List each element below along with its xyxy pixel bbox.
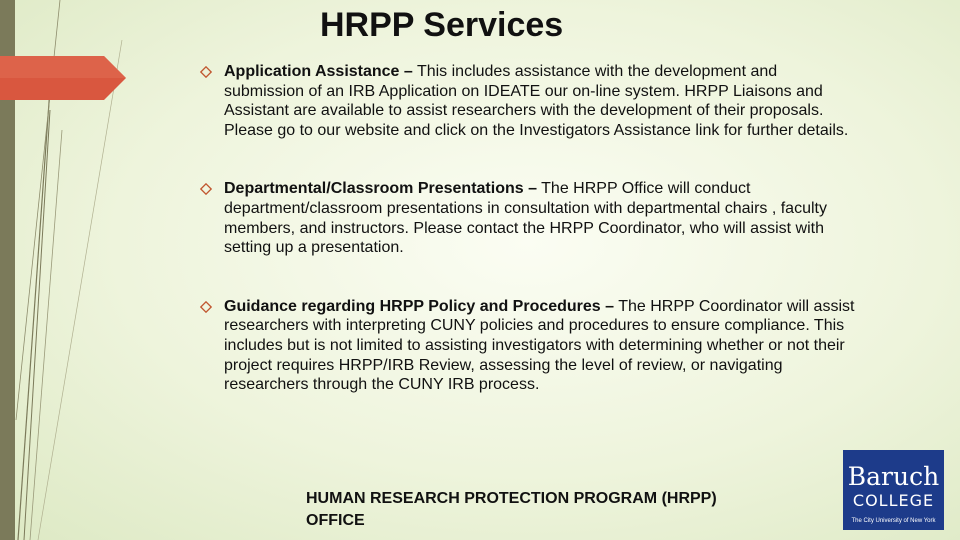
slide-title: HRPP Services (320, 6, 564, 44)
footer-office-name (306, 488, 717, 532)
bullet-body: The HRPP Coordinator will assist researchers with interpreting CUNY policies and procedures to ensure compliance. This includes but is not limited to assisting investigators with determining whether or not their project requires HRPP/IRB Review, assessing the level of review, or navigating researchers through the CUNY IRB process. (224, 297, 855, 394)
baruch-college-logo (843, 450, 944, 530)
logo-line-1: Baruch (847, 462, 940, 491)
arrow-accent-icon (0, 56, 130, 100)
logo-line-3: The City University of New York (851, 518, 936, 524)
bullet-body: The HRPP Office will conduct department/classroom presentations in consultation with departmental chairs , faculty members, and instructors. Please contact the HRPP Coordinator, who will assist with setting up a presentation. (224, 180, 827, 257)
footer-line-1: HUMAN RESEARCH PROTECTION PROGRAM (HRPP) (306, 490, 717, 507)
bullet-lead: Guidance regarding HRPP Policy and Procedures – (224, 297, 615, 315)
diamond-outline-icon (200, 301, 212, 313)
bullet-lead: Application Assistance – (224, 63, 413, 80)
bullet-item-application-assistance (200, 62, 860, 140)
logo-line-2: COLLEGE (852, 491, 935, 510)
diamond-outline-icon (200, 183, 212, 195)
bullet-item-presentations (200, 179, 860, 257)
bullet-item-policy-guidance (200, 297, 860, 395)
diamond-outline-icon (200, 66, 212, 78)
bullet-list (200, 62, 860, 395)
footer-line-2: OFFICE (306, 512, 365, 529)
bullet-lead: Departmental/Classroom Presentations – (224, 180, 537, 198)
bullet-body: This includes assistance with the development and submission of an IRB Application on IDEATE our on-line system. HRPP Liaisons and Assistant are available to assist researchers with the development of their proposals. Please go to our website and click on the Investigators Assistance link for further details. (224, 63, 849, 139)
